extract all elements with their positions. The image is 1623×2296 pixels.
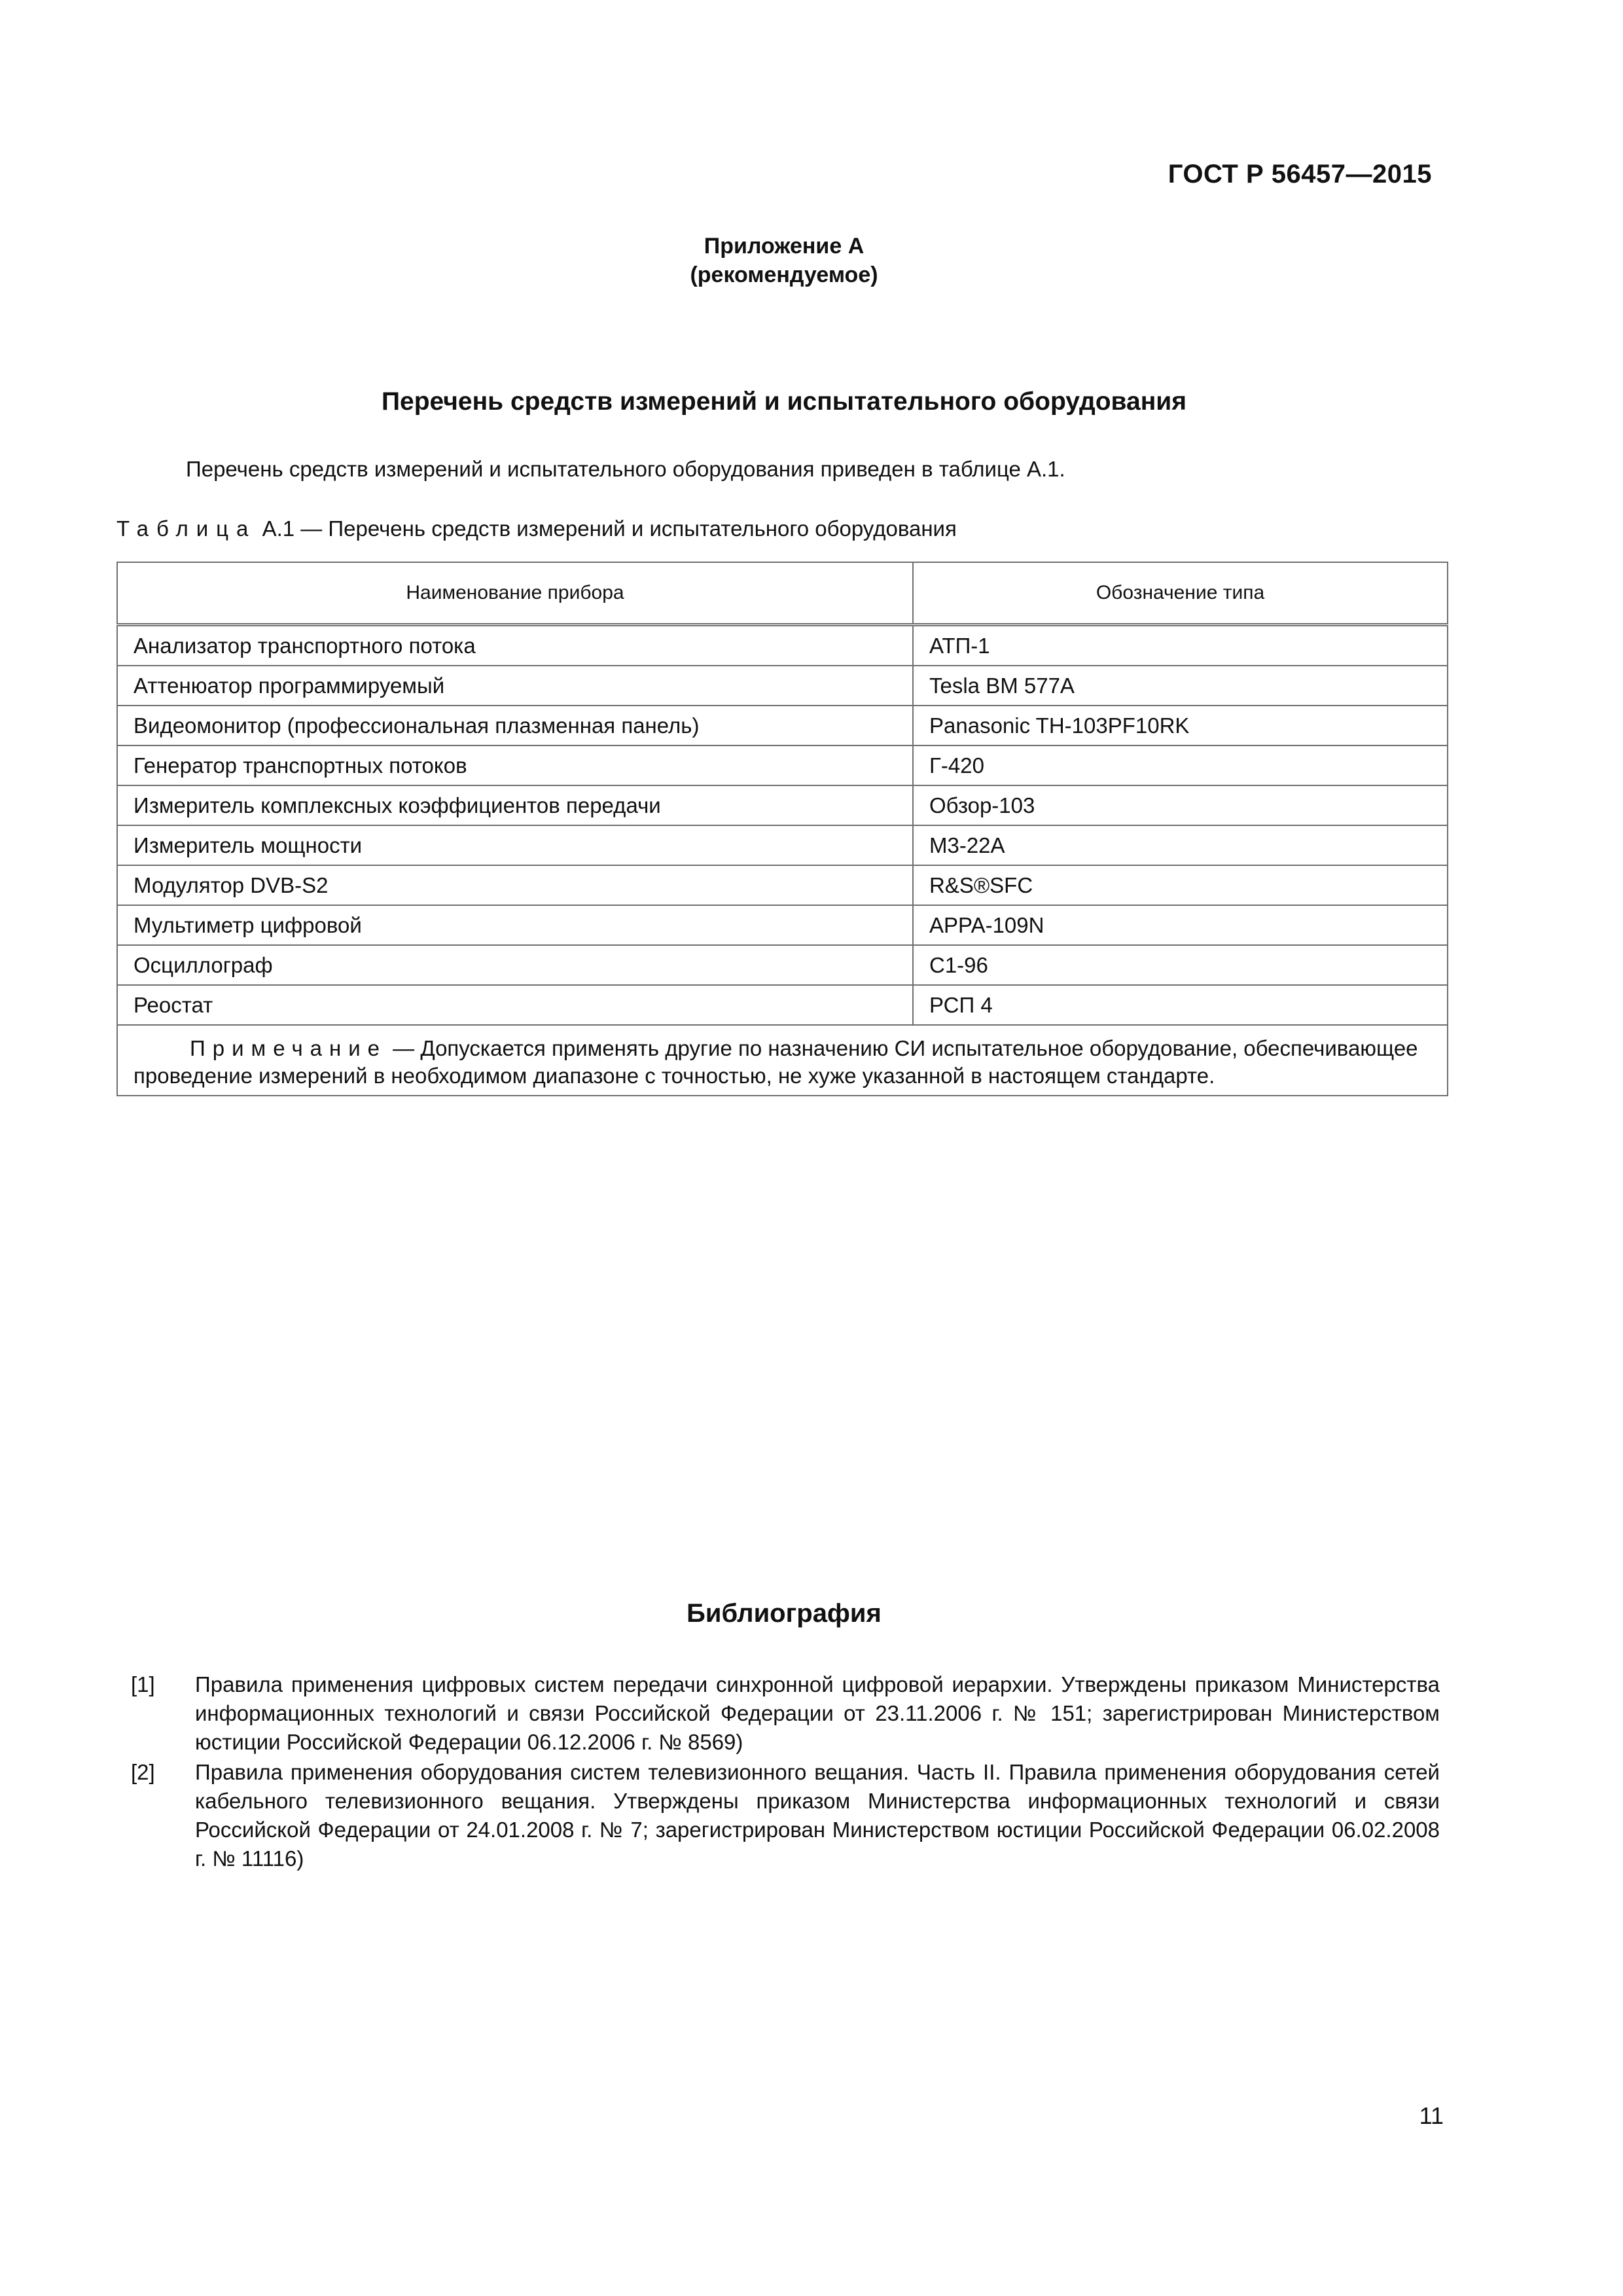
device-name: Измеритель комплексных коэффициентов передачи bbox=[117, 785, 913, 825]
table-caption-text: А.1 — Перечень средств измерений и испытательного оборудования bbox=[262, 516, 957, 541]
bibliography-number: [2] bbox=[131, 1760, 155, 1784]
device-name: Реостат bbox=[117, 985, 913, 1025]
device-name: Осциллограф bbox=[117, 945, 913, 985]
device-type: АТП-1 bbox=[913, 625, 1448, 666]
device-type: Г-420 bbox=[913, 745, 1448, 785]
standard-code: ГОСТ Р 56457—2015 bbox=[1168, 160, 1432, 188]
bibliography-item bbox=[131, 1758, 1440, 1873]
table-row bbox=[117, 905, 1448, 945]
intro-paragraph: Перечень средств измерений и испытательного оборудования приведен в таблице А.1. bbox=[186, 457, 1065, 481]
device-type: APPA-109N bbox=[913, 905, 1448, 945]
bibliography-number: [1] bbox=[131, 1672, 155, 1696]
device-type: Tesla BM 577A bbox=[913, 666, 1448, 706]
table-header-row bbox=[117, 562, 1448, 625]
table-caption bbox=[116, 516, 957, 541]
table-row bbox=[117, 785, 1448, 825]
device-type: С1-96 bbox=[913, 945, 1448, 985]
device-name: Анализатор транспортного потока bbox=[117, 625, 913, 666]
equipment-table bbox=[116, 562, 1448, 1096]
bibliography-list bbox=[131, 1670, 1440, 1874]
device-name: Аттенюатор программируемый bbox=[117, 666, 913, 706]
table-note bbox=[117, 1025, 1448, 1096]
page-number: 11 bbox=[1419, 2102, 1444, 2129]
appendix-heading bbox=[0, 232, 1568, 289]
device-type: R&S®SFC bbox=[913, 865, 1448, 905]
device-name: Генератор транспортных потоков bbox=[117, 745, 913, 785]
bibliography-text: Правила применения цифровых систем передачи синхронной цифровой иерархии. Утверждены приказом Министерства информационных технологий и связи Российской Федерации от 23.11.2006 г. № 151; зарегистрирован Министерством юстиции Российской Федерации 06.12.2006 г. № 8569) bbox=[195, 1672, 1440, 1754]
note-label: Примечание bbox=[190, 1036, 387, 1060]
bibliography-title: Библиография bbox=[687, 1599, 882, 1628]
appendix-title: Приложение А bbox=[704, 234, 865, 259]
table-row bbox=[117, 865, 1448, 905]
device-type: Обзор-103 bbox=[913, 785, 1448, 825]
device-name: Видеомонитор (профессиональная плазменная панель) bbox=[117, 706, 913, 745]
table-row bbox=[117, 945, 1448, 985]
column-header-type: Обозначение типа bbox=[913, 562, 1448, 625]
table-row bbox=[117, 985, 1448, 1025]
section-title: Перечень средств измерений и испытательного оборудования bbox=[381, 387, 1186, 416]
table-note-row bbox=[117, 1025, 1448, 1096]
device-name: Модулятор DVB-S2 bbox=[117, 865, 913, 905]
appendix-status: (рекомендуемое) bbox=[690, 262, 878, 287]
table-row bbox=[117, 825, 1448, 865]
device-type: РСП 4 bbox=[913, 985, 1448, 1025]
table-row bbox=[117, 706, 1448, 745]
note-text: — Допускается применять другие по назначению СИ испытательное оборудование, обеспечивающее проведение измерений в необходимом диапазоне с точностью, не хуже указанной в настоящем стандарте. bbox=[134, 1036, 1418, 1088]
table-caption-label: Таблица bbox=[116, 516, 257, 541]
bibliography-item bbox=[131, 1670, 1440, 1757]
table-row bbox=[117, 625, 1448, 666]
device-name: Мультиметр цифровой bbox=[117, 905, 913, 945]
column-header-name: Наименование прибора bbox=[117, 562, 913, 625]
bibliography-text: Правила применения оборудования систем телевизионного вещания. Часть II. Правила применения оборудования сетей кабельного телевизионного вещания. Утверждены приказом Министерства информационных технологий и связи Российской Федерации от 24.01.2008 г. № 7; зарегистрирован Министерством юстиции Российской Федерации 06.02.2008 г. № 11116) bbox=[195, 1760, 1440, 1871]
device-type: Panasonic TH-103PF10RK bbox=[913, 706, 1448, 745]
device-type: М3-22А bbox=[913, 825, 1448, 865]
table-row bbox=[117, 666, 1448, 706]
device-name: Измеритель мощности bbox=[117, 825, 913, 865]
table-row bbox=[117, 745, 1448, 785]
